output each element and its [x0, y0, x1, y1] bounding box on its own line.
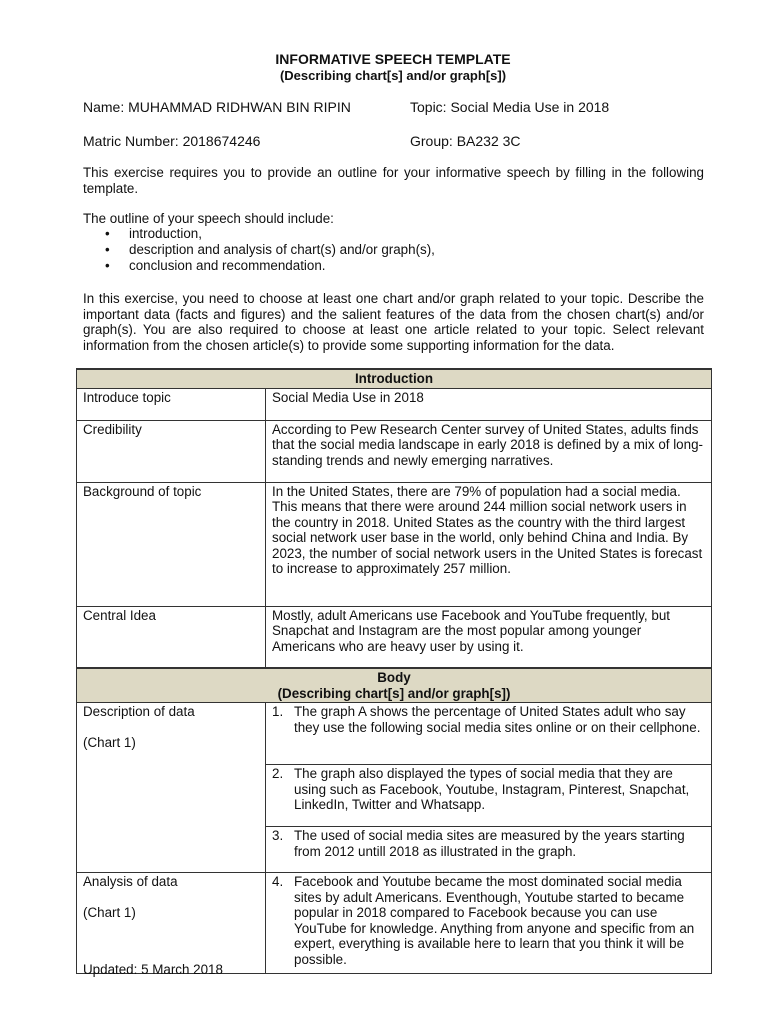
- document-subtitle: (Describing chart[s] and/or graph[s]): [279, 68, 507, 83]
- bullet-icon: •: [105, 242, 110, 257]
- row-value: Social Media Use in 2018: [266, 388, 712, 420]
- student-name: Name: MUHAMMAD RIDHWAN BIN RIPIN: [83, 99, 351, 115]
- intro-paragraph: This exercise requires you to provide an outline for your informative speech by filling in the following template.: [83, 165, 704, 196]
- table-row: [77, 388, 712, 420]
- row-value: [266, 873, 712, 974]
- row-label: Introduce topic: [77, 388, 266, 420]
- outline-item: • description and analysis of chart(s) and/or graph(s),: [105, 242, 435, 257]
- description-label-cell: [77, 703, 266, 873]
- instructions-paragraph: In this exercise, you need to choose at least one chart and/or graph related to your topic. Describe the important data (facts and figures) and the salient features of the data from the chosen chart(s) and/or graph(s). You are also required to choose at least one article related to your topic. Select relevant information from the chosen article(s) to provide some supporting information for the data.: [83, 291, 704, 353]
- table-row: [77, 420, 712, 482]
- outline-item: • conclusion and recommendation.: [105, 258, 326, 273]
- section-header-row: [77, 369, 712, 388]
- list-item: 3. The used of social media sites are measured by the years starting from 2012 untill 2018 as illustrated in the graph.: [272, 828, 685, 859]
- updated-footer: Updated: 5 March 2018: [83, 962, 223, 977]
- body-header: [77, 668, 712, 703]
- table-row: [77, 873, 712, 974]
- row-value: [266, 827, 712, 873]
- body-subtitle: (Describing chart[s] and/or graph[s]): [277, 685, 511, 701]
- outline-item: • introduction,: [105, 226, 202, 241]
- table-row: [77, 606, 712, 668]
- row-label: Central Idea: [77, 606, 266, 668]
- chart-reference: (Chart 1): [83, 734, 136, 750]
- row-value: [266, 765, 712, 827]
- row-label: Background of topic: [77, 482, 266, 606]
- list-item: 4. Facebook and Youtube became the most dominated social media sites by adult Americans. Eventhough, Youtube started to became popular in 2018 compared to Facebook because you can use YouTube for knowledge. Anything from anyone and specific from an expert, everything is available here to learn that you think it will be possible.: [272, 874, 695, 967]
- row-value: In the United States, there are 79% of population had a social media. This means that there were around 244 million social network users in the country in 2018. United States as the country with the third largest social network user base in the world, only behind China and India. By 2023, the number of social network users in the United States is forecast to increase to approximately 257 million.: [266, 482, 712, 606]
- group-code: Group: BA232 3C: [410, 133, 521, 149]
- outline-lead: The outline of your speech should include:: [83, 211, 334, 226]
- list-item: 2. The graph also displayed the types of social media that they are using such as Facebook, Youtube, Instagram, Pinterest, Snapchat, LinkedIn, Twitter and Whatsapp.: [272, 766, 690, 812]
- matric-number: Matric Number: 2018674246: [83, 133, 261, 149]
- introduction-header: Introduction: [77, 369, 712, 388]
- table-row: [77, 703, 712, 765]
- row-label: Credibility: [77, 420, 266, 482]
- speech-topic: Topic: Social Media Use in 2018: [410, 99, 610, 115]
- document-title: INFORMATIVE SPEECH TEMPLATE: [275, 51, 511, 67]
- row-value: According to Pew Research Center survey of United States, adults finds that the social media landscape in early 2018 is defined by a mix of long-standing trends and newly emerging narratives.: [266, 420, 712, 482]
- row-value: [266, 703, 712, 765]
- speech-template-table: [76, 368, 712, 974]
- chart-reference: (Chart 1): [83, 904, 136, 920]
- section-header-row: [77, 668, 712, 703]
- bullet-icon: •: [105, 226, 110, 241]
- table-row: [77, 482, 712, 606]
- bullet-icon: •: [105, 258, 110, 273]
- row-value: Mostly, adult Americans use Facebook and YouTube frequently, but Snapchat and Instagram are the most popular among younger Americans who are heavy user by using it.: [266, 606, 712, 668]
- outline-list: [83, 226, 435, 274]
- analysis-label-cell: [77, 873, 266, 974]
- list-item: 1. The graph A shows the percentage of United States adult who say they use the following social media sites online or on their cellphone.: [272, 704, 701, 735]
- body-title: Body: [377, 670, 411, 685]
- row-label: Description of data: [83, 704, 195, 719]
- row-label: Analysis of data: [83, 874, 178, 889]
